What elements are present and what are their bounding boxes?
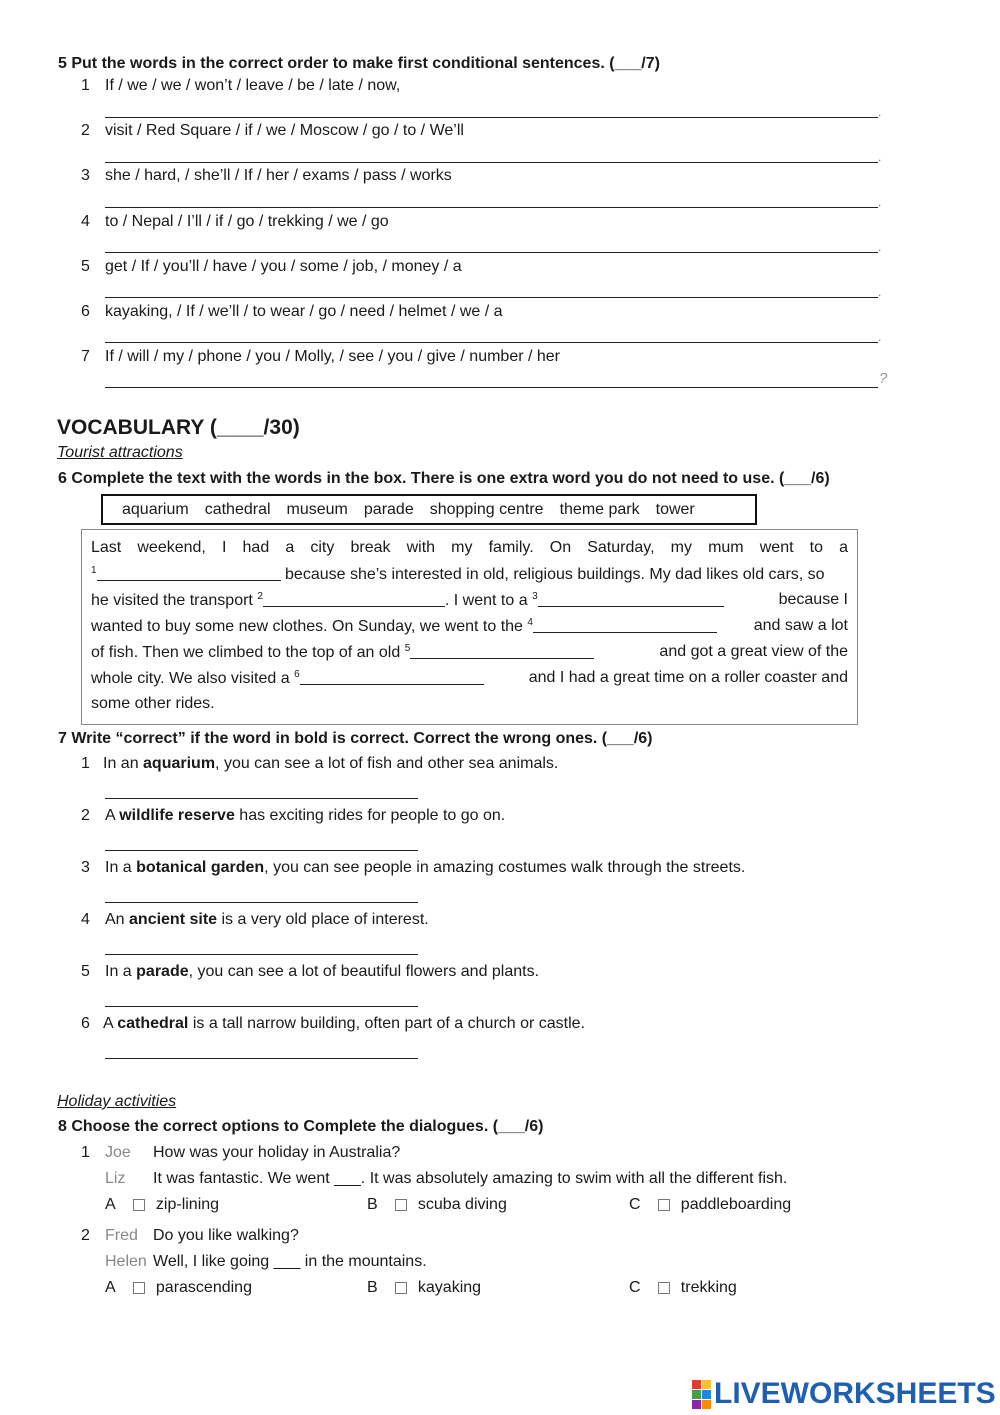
bold-word: cathedral [117, 1015, 189, 1032]
text-word: family. [488, 539, 534, 556]
option-label: paddleboarding [680, 1196, 792, 1213]
text-line-3 [91, 591, 848, 610]
dialogue-1-number: 1 [81, 1144, 90, 1161]
ex5-item-number: 4 [81, 213, 90, 230]
text-line-3-start: he visited the transport [91, 592, 253, 609]
text-word: had [242, 539, 270, 556]
dialogue-2-line-1: Do you like walking? [153, 1227, 299, 1244]
ex7-item-sentence [105, 911, 429, 929]
gap-2-input[interactable] [263, 592, 445, 607]
option-letter: B [367, 1196, 378, 1213]
text-line-6-start: whole city. We also visited a [91, 670, 290, 687]
dialogue-2-line-2: Well, I like going ___ in the mountains. [153, 1253, 427, 1270]
gap-number-4: 4 [527, 617, 533, 628]
text-line-4 [91, 617, 848, 636]
word-box-word: aquarium [122, 500, 189, 518]
text-word: On [549, 539, 572, 556]
option-2b[interactable] [367, 1279, 481, 1297]
vocabulary-title: VOCABULARY (____/30) [57, 416, 300, 439]
gap-5-input[interactable] [410, 644, 594, 659]
dialogue-2-number: 2 [81, 1227, 90, 1244]
dialogue-1-line-1: How was your holiday in Australia? [153, 1144, 401, 1161]
logo-square [702, 1400, 711, 1409]
checkbox-icon[interactable] [133, 1282, 145, 1294]
ex5-item-number: 3 [81, 167, 90, 184]
logo-square [692, 1380, 701, 1389]
gap-number-6: 6 [294, 669, 300, 680]
speaker-joe: Joe [105, 1144, 131, 1161]
option-label: trekking [680, 1279, 737, 1296]
ex7-item-sentence [105, 859, 745, 877]
gap-number-1: 1 [91, 565, 97, 576]
speaker-fred: Fred [105, 1227, 138, 1244]
gap-number-2: 2 [257, 591, 263, 602]
sentence-end: , you can see people in amazing costumes walk through the streets. [264, 859, 746, 876]
logo-grid-icon [692, 1380, 711, 1409]
ex7-item-number: 2 [81, 807, 90, 824]
text-line-5-start: of fish. Then we climbed to the top of an old [91, 644, 401, 661]
exercise-6-title: 6 Complete the text with the words in the box. There is one extra word you do not need to use. (___/6) [58, 470, 830, 487]
text-line-4-end: and saw a lot [753, 617, 848, 634]
ex5-item-prompt: If / we / we / won’t / leave / be / late / now, [105, 77, 401, 94]
text-word: city [310, 539, 335, 556]
sentence-start: A [103, 1015, 118, 1032]
gap-4-input[interactable] [533, 618, 717, 633]
logo-square [702, 1380, 711, 1389]
sentence-start: An [105, 911, 130, 928]
option-label: kayaking [417, 1279, 482, 1296]
ex7-item-number: 3 [81, 859, 90, 876]
ex5-answer-line[interactable] [105, 117, 878, 118]
checkbox-icon[interactable] [658, 1282, 670, 1294]
ex7-answer-line[interactable] [105, 1058, 418, 1059]
ex5-end-period: . [878, 150, 882, 164]
option-label: parascending [155, 1279, 252, 1296]
ex7-item-sentence [103, 755, 558, 773]
text-line-1 [91, 539, 848, 557]
ex7-answer-line[interactable] [105, 902, 418, 903]
liveworksheets-logo[interactable] [692, 1377, 996, 1411]
dialogue-1-line-2: It was fantastic. We went ___. It was absolutely amazing to swim with all the different fish. [153, 1170, 788, 1187]
subheading-holiday-activities: Holiday activities [57, 1093, 177, 1110]
word-box-word: tower [655, 500, 695, 518]
option-2a[interactable] [105, 1279, 252, 1297]
text-line-3-end: because I [778, 591, 848, 608]
checkbox-icon[interactable] [133, 1199, 145, 1211]
exercise-7-title: 7 Write “correct” if the word in bold is correct. Correct the wrong ones. (___/6) [58, 730, 653, 747]
option-2c[interactable] [629, 1279, 737, 1297]
ex7-item-sentence [105, 807, 505, 825]
ex7-answer-line[interactable] [105, 850, 418, 851]
bold-word: ancient site [129, 911, 218, 928]
ex5-item-prompt: get / If / you’ll / have / you / some / job, / money / a [105, 258, 462, 275]
text-line-3-middle: . I went to a [444, 592, 528, 609]
option-letter: A [105, 1279, 116, 1296]
logo-text: LIVEWORKSHEETS [714, 1377, 996, 1410]
ex5-end-period: . [878, 105, 882, 119]
ex5-end-question: ? [879, 370, 888, 387]
sentence-end: , you can see a lot of beautiful flowers and plants. [188, 963, 540, 980]
bold-word: aquarium [143, 755, 216, 772]
sentence-start: A [105, 807, 120, 824]
text-word: a [285, 539, 295, 556]
sentence-end: , you can see a lot of fish and other sea animals. [215, 755, 559, 772]
ex7-item-sentence [105, 963, 539, 981]
gap-number-5: 5 [404, 643, 411, 654]
word-box-word: parade [363, 500, 414, 518]
text-word: mum [708, 539, 744, 556]
sentence-end: is a very old place of interest. [217, 911, 429, 928]
text-line-7: some other rides. [91, 695, 215, 712]
sentence-start: In a [105, 963, 137, 980]
checkbox-icon[interactable] [658, 1199, 670, 1211]
ex7-answer-line[interactable] [105, 798, 418, 799]
ex5-end-period: . [878, 330, 882, 344]
ex5-item-prompt: If / will / my / phone / you / Molly, / see / you / give / number / her [105, 348, 560, 365]
option-label: scuba diving [417, 1196, 507, 1213]
text-word: a [839, 539, 848, 556]
ex7-item-sentence [103, 1015, 585, 1033]
sentence-end: is a tall narrow building, often part of a church or castle. [188, 1015, 586, 1032]
option-1b[interactable] [367, 1196, 507, 1214]
text-word: Saturday, [587, 539, 655, 556]
gap-1-input[interactable] [97, 566, 281, 581]
ex5-answer-line[interactable] [105, 162, 878, 163]
ex7-item-number: 4 [81, 911, 90, 928]
option-label: zip-lining [155, 1196, 220, 1213]
exercise-5-title: 5 Put the words in the correct order to make first conditional sentences. (___/7) [58, 55, 660, 72]
ex5-item-number: 1 [81, 77, 90, 94]
ex7-item-number: 1 [81, 755, 90, 772]
ex5-answer-line[interactable] [105, 387, 878, 388]
text-word: weekend, [137, 539, 206, 556]
word-box [101, 494, 757, 525]
bold-word: botanical garden [136, 859, 265, 876]
option-letter: C [629, 1279, 641, 1296]
bold-word: wildlife reserve [119, 807, 235, 824]
ex5-item-number: 5 [81, 258, 90, 275]
sentence-start: In a [105, 859, 137, 876]
ex5-end-period: . [878, 240, 882, 254]
text-word: with [406, 539, 436, 556]
ex5-item-number: 7 [81, 348, 90, 365]
ex5-item-prompt: she / hard, / she’ll / If / her / exams / pass / works [105, 167, 452, 184]
text-word: Last [91, 539, 122, 556]
subheading-tourist-attractions: Tourist attractions [57, 444, 183, 461]
ex5-end-period: . [878, 285, 882, 299]
text-word: break [350, 539, 391, 556]
text-line-6 [91, 669, 848, 688]
speaker-liz: Liz [105, 1170, 126, 1187]
ex5-answer-line[interactable] [105, 297, 878, 298]
text-line-2 [91, 565, 848, 584]
text-line-5 [91, 643, 848, 662]
gap-number-3: 3 [532, 591, 538, 602]
word-box-word: museum [286, 500, 348, 518]
gap-6-input[interactable] [300, 670, 484, 685]
text-word: I [221, 539, 227, 556]
option-letter: B [367, 1279, 378, 1296]
text-word: went [759, 539, 794, 556]
ex5-end-period: . [878, 195, 882, 209]
ex5-item-number: 2 [81, 122, 90, 139]
ex5-answer-line[interactable] [105, 207, 878, 208]
ex5-item-number: 6 [81, 303, 90, 320]
option-letter: C [629, 1196, 641, 1213]
ex5-item-prompt: kayaking, / If / we’ll / to wear / go / need / helmet / we / a [105, 303, 503, 320]
word-box-word: shopping centre [429, 500, 544, 518]
ex5-answer-line[interactable] [105, 252, 878, 253]
option-1a[interactable] [105, 1196, 219, 1214]
sentence-start: In an [103, 755, 144, 772]
ex7-answer-line[interactable] [105, 954, 418, 955]
option-letter: A [105, 1196, 116, 1213]
checkbox-icon[interactable] [395, 1282, 407, 1294]
text-word: to [809, 539, 823, 556]
ex5-answer-line[interactable] [105, 342, 878, 343]
logo-square [702, 1390, 711, 1399]
exercise-8-title: 8 Choose the correct options to Complete the dialogues. (___/6) [58, 1118, 544, 1135]
checkbox-icon[interactable] [395, 1199, 407, 1211]
word-box-word: theme park [559, 500, 640, 518]
ex5-item-prompt: to / Nepal / I’ll / if / go / trekking / we / go [105, 213, 389, 230]
ex7-answer-line[interactable] [105, 1006, 418, 1007]
text-line-4-start: wanted to buy some new clothes. On Sunday, we went to the [91, 618, 523, 635]
gap-3-input[interactable] [538, 592, 724, 607]
text-line-2-content: because she’s interested in old, religious buildings. My dad likes old cars, so [285, 566, 825, 583]
logo-square [692, 1390, 701, 1399]
sentence-end: has exciting rides for people to go on. [234, 807, 506, 824]
text-word: my [451, 539, 473, 556]
bold-word: parade [136, 963, 189, 980]
text-line-5-end: and got a great view of the [659, 643, 848, 660]
ex7-item-number: 5 [81, 963, 90, 980]
text-line-6-end: and I had a great time on a roller coaster and [528, 669, 848, 686]
speaker-helen: Helen [105, 1253, 147, 1270]
option-1c[interactable] [629, 1196, 791, 1214]
ex5-item-prompt: visit / Red Square / if / we / Moscow / go / to / We’ll [105, 122, 464, 139]
logo-square [692, 1400, 701, 1409]
word-box-word: cathedral [204, 500, 271, 518]
ex7-item-number: 6 [81, 1015, 90, 1032]
text-word: my [670, 539, 692, 556]
